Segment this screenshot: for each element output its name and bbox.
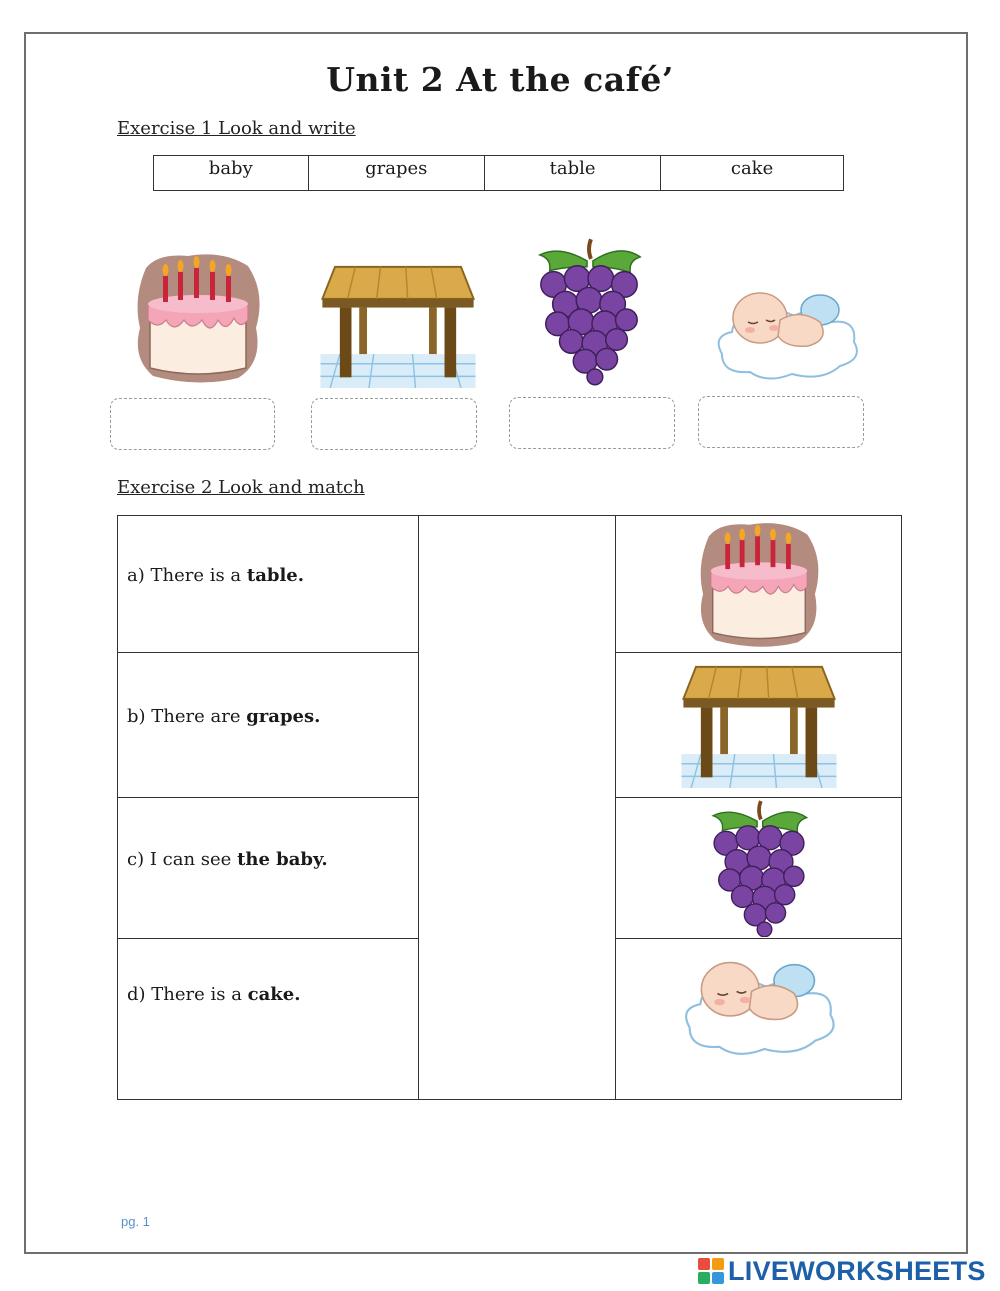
liveworksheets-logo-icon xyxy=(698,1258,724,1284)
word-bank-item: grapes xyxy=(308,156,484,191)
sentence-b-keyword: grapes. xyxy=(246,705,321,727)
grapes-picture xyxy=(704,799,814,937)
answer-input-cake[interactable] xyxy=(110,398,275,450)
exercise2-heading: Exercise 2 Look and match xyxy=(117,477,365,498)
picture-cell-grapes[interactable] xyxy=(616,798,902,939)
answer-input-grapes[interactable] xyxy=(509,397,675,449)
page-number: pg. 1 xyxy=(121,1214,150,1229)
word-bank-item: table xyxy=(485,156,661,191)
word-bank-item: cake xyxy=(661,156,844,191)
word-bank-item: baby xyxy=(154,156,309,191)
match-area[interactable] xyxy=(419,516,616,1100)
cake-picture xyxy=(128,248,268,388)
baby-picture xyxy=(712,274,862,384)
picture-cell-baby[interactable] xyxy=(616,939,902,1100)
table-picture xyxy=(318,262,478,388)
exercise1-heading: Exercise 1 Look and write xyxy=(117,118,356,139)
word-bank xyxy=(153,155,844,191)
sentence-d: d) There is a cake. xyxy=(127,984,301,1005)
grapes-picture xyxy=(530,236,648,386)
sentence-c: c) I can see the baby. xyxy=(127,848,328,870)
picture-cell-cake[interactable] xyxy=(616,516,902,653)
cake-picture xyxy=(689,517,829,652)
sentence-b: b) There are grapes. xyxy=(127,705,321,727)
sentence-a: a) There is a table. xyxy=(127,564,304,586)
page-title: Unit 2 At the café’ xyxy=(326,60,674,99)
baby-picture xyxy=(679,941,839,1061)
table-picture xyxy=(679,662,839,788)
sentence-cell-c[interactable] xyxy=(118,798,419,939)
sentence-c-keyword: the baby. xyxy=(237,848,328,870)
picture-cell-table[interactable] xyxy=(616,653,902,798)
sentence-d-keyword: cake. xyxy=(247,984,301,1005)
answer-input-baby[interactable] xyxy=(698,396,864,448)
sentence-cell-d[interactable] xyxy=(118,939,419,1100)
match-table xyxy=(117,515,902,1100)
liveworksheets-brand: LIVEWORKSHEETS xyxy=(728,1255,986,1286)
liveworksheets-logo[interactable] xyxy=(698,1256,986,1286)
answer-input-table[interactable] xyxy=(311,398,477,450)
sentence-cell-b[interactable] xyxy=(118,653,419,798)
sentence-cell-a[interactable] xyxy=(118,516,419,653)
sentence-a-keyword: table. xyxy=(246,564,304,586)
